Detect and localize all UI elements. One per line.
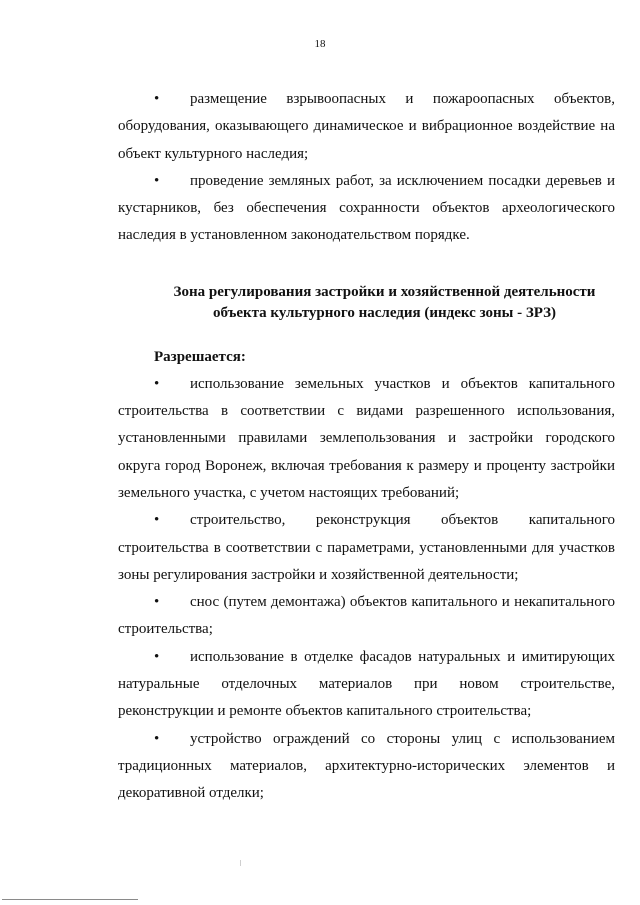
section-spacer xyxy=(118,250,615,264)
section-heading xyxy=(118,282,615,324)
footer-rule xyxy=(2,899,138,900)
list-item-text: использование в отделке фасадов натуральных и имитирующих натуральные отделочных материалов при новом строительстве, реконструкции и ремонте объектов капитального строительства; xyxy=(118,648,615,720)
list-item xyxy=(118,371,615,507)
section-subheading: Разрешается: xyxy=(154,348,246,365)
list-item xyxy=(118,168,615,250)
list-item-text: снос (путем демонтажа) объектов капитального и некапитального строительства; xyxy=(118,594,615,638)
scan-artifact-mark xyxy=(240,860,241,866)
bullet-marker: • xyxy=(154,375,160,392)
document-body xyxy=(118,86,615,808)
page-number: 18 xyxy=(314,38,326,50)
list-item xyxy=(118,726,615,808)
bullet-marker: • xyxy=(154,594,160,611)
list-item xyxy=(118,86,615,168)
list-item-text: строительство, реконструкция объектов капитального строительства в соответствии с параметрами, установленными для участков зоны регулирования застройки и хозяйственной деятельности; xyxy=(118,512,615,583)
bullet-marker: • xyxy=(154,512,160,529)
list-item xyxy=(118,644,615,726)
section-heading-line-2: объекта культурного наследия (индекс зоны - ЗРЗ) xyxy=(212,304,557,321)
list-item-text: использование земельных участков и объектов капитального строительства в соответствии с видами разрешенного использования, установленными правилами землепользования и застройки городского округа город Воронеж, включая требования к размеру и проценту застройки земельного участка, с учетом настоящих требований; xyxy=(118,375,615,501)
section-heading-line-1: Зона регулирования застройки и хозяйственной деятельности xyxy=(173,283,596,300)
bullet-marker: • xyxy=(154,172,160,189)
bullet-marker: • xyxy=(154,91,160,107)
list-item-text: проведение земляных работ, за исключением посадки деревьев и кустарников, без обеспечения сохранности объектов археологического наследия в установленном законодательством порядке. xyxy=(118,172,615,244)
list-item-text: размещение взрывоопасных и пожароопасных объектов, оборудования, оказывающего динамическое и вибрационное воздействие на объект культурного наследия; xyxy=(118,91,615,162)
bullet-marker: • xyxy=(154,648,160,665)
bullet-marker: • xyxy=(154,730,160,747)
list-item-text: устройство ограждений со стороны улиц с использованием традиционных материалов, архитектурно-исторических элементов и декоративной отделки; xyxy=(118,730,615,802)
list-item xyxy=(118,507,615,589)
list-item xyxy=(118,589,615,644)
